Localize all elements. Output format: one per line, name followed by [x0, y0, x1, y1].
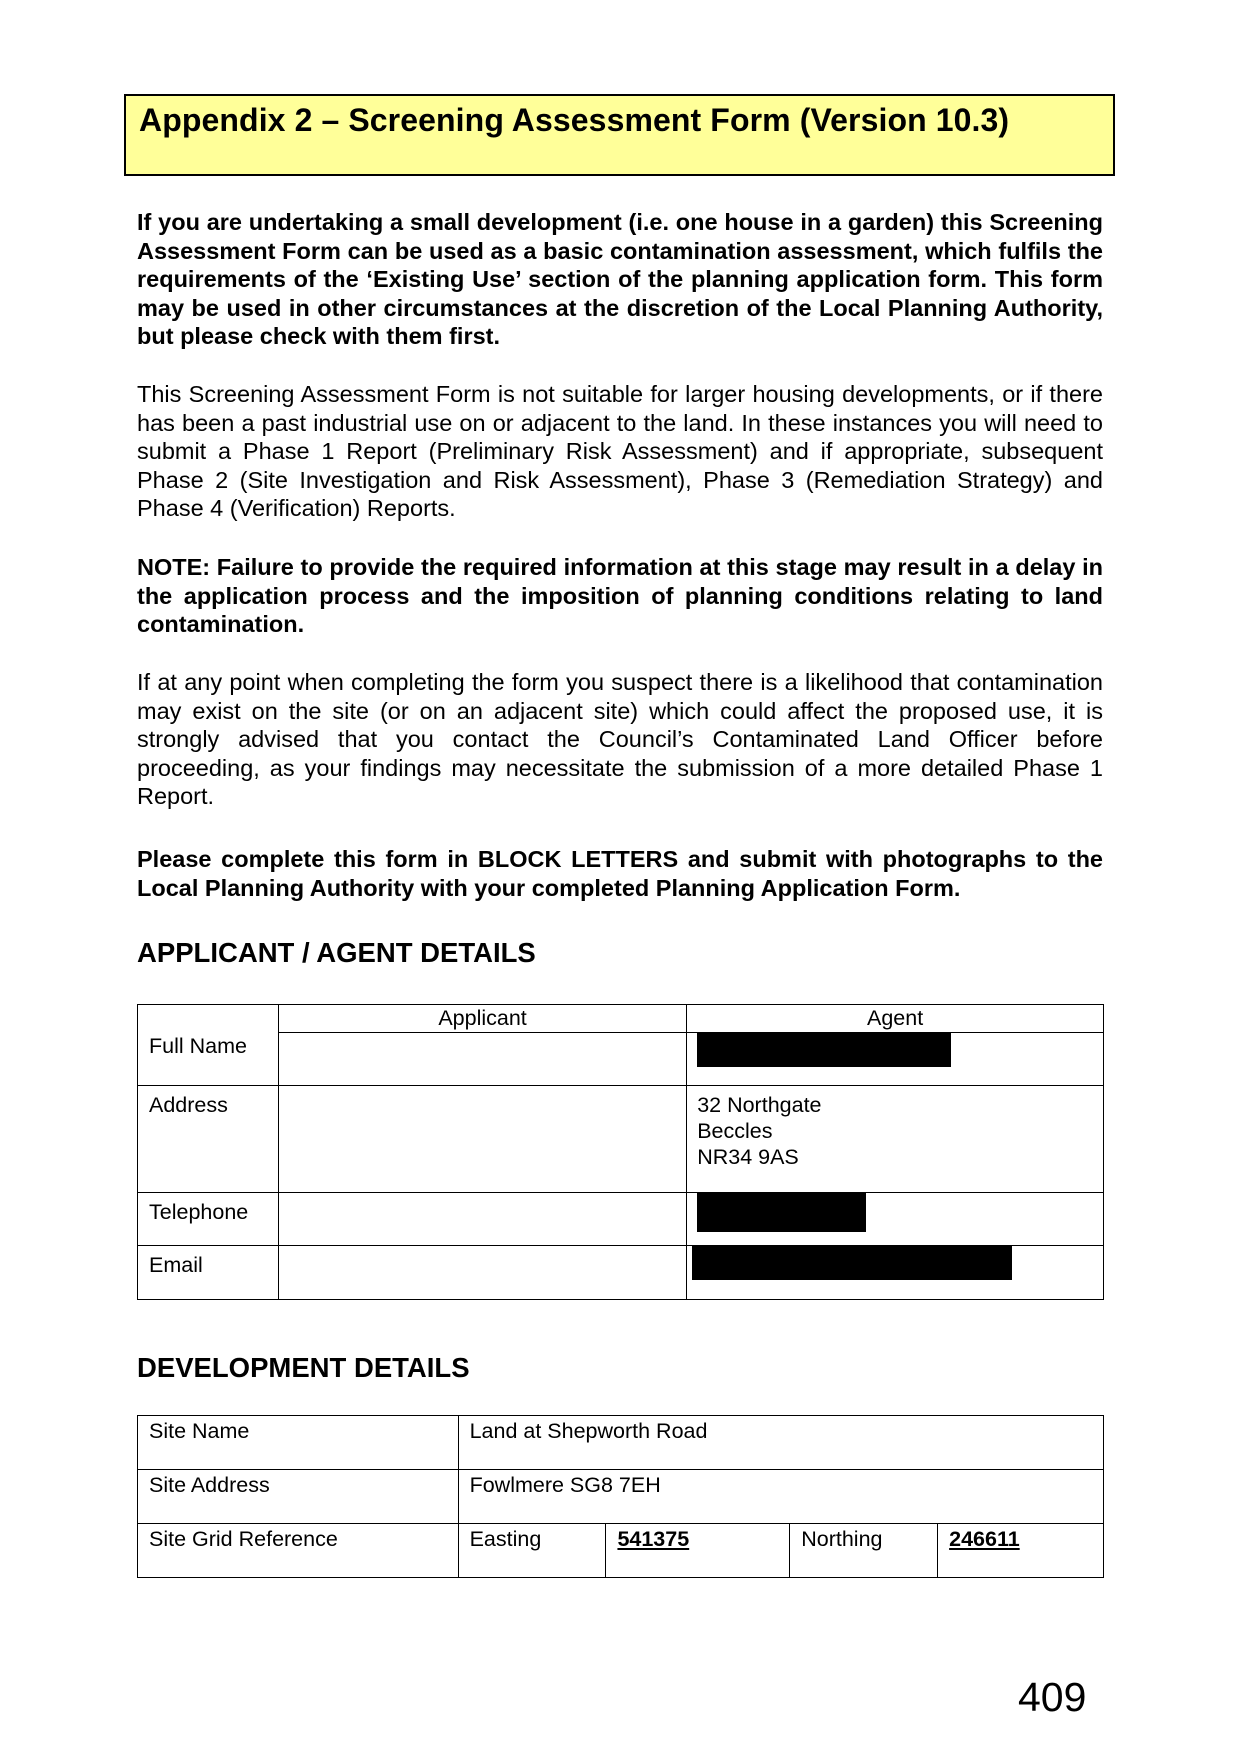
applicant-email-field[interactable] [278, 1246, 686, 1300]
site-address-label: Site Address [149, 1473, 270, 1497]
email-row [138, 1246, 1104, 1300]
agent-full-name-cell [687, 1033, 1104, 1086]
agent-address-cell [687, 1086, 1104, 1193]
suitability-paragraph: This Screening Assessment Form is not suitable for larger housing developments, or if there has been a past industrial use on or adjacent to the land. In these instances you will need to submit a Phase 1 Report (Preliminary Risk Assessment) and if appropriate, subsequent Phase 2 (Site Investigation and Risk Assessment), Phase 3 (Remediation Strategy) and Phase 4 (Verification) Reports. [137, 381, 1103, 522]
agent-column-header: Agent [867, 1006, 924, 1030]
agent-address-line-2: Beccles [697, 1119, 773, 1143]
agent-address-line-3: NR34 9AS [697, 1145, 799, 1169]
easting-value-cell [606, 1524, 790, 1578]
applicant-column-header: Applicant [438, 1006, 527, 1030]
site-name-label-cell [138, 1416, 459, 1470]
northing-value: 246611 [949, 1527, 1020, 1551]
northing-label: Northing [801, 1527, 883, 1551]
redaction-bar [697, 1193, 866, 1232]
advice-paragraph: If at any point when completing the form you suspect there is a likelihood that contamination may exist on the site (or on an adjacent site) which could affect the proposed use, it is strongly advised that you contact the Council’s Contaminated Land Officer before proceeding, as your findings may necessitate the submission of a more detailed Phase 1 Report. [137, 669, 1103, 810]
site-name-label: Site Name [149, 1419, 250, 1443]
title-box [124, 94, 1115, 176]
telephone-row [138, 1193, 1104, 1246]
grid-reference-label-cell [138, 1524, 459, 1578]
address-label-cell [138, 1086, 279, 1193]
easting-label: Easting [469, 1527, 542, 1551]
site-address-label-cell [138, 1470, 459, 1524]
agent-header-cell [687, 1005, 1104, 1033]
applicant-header-cell [278, 1005, 686, 1033]
intro-paragraph: If you are undertaking a small development (i.e. one house in a garden) this Screening Assessment Form can be used as a basic contamination assessment, which fulfils the requirements of the ‘Existing Use’ section of the planning application form. This form may be used in other circumstances at the discretion of the Local Planning Authority, but please check with them first. [137, 209, 1103, 350]
agent-email-cell [687, 1246, 1104, 1300]
applicant-agent-table [137, 1004, 1104, 1300]
site-address-row [138, 1470, 1104, 1524]
page-number: 409 [1018, 1674, 1087, 1720]
address-row [138, 1086, 1104, 1193]
grid-reference-label: Site Grid Reference [149, 1527, 338, 1551]
easting-label-cell [458, 1524, 606, 1578]
telephone-label-cell [138, 1193, 279, 1246]
site-name-cell [458, 1416, 1103, 1470]
applicant-full-name-field[interactable] [278, 1033, 686, 1086]
instructions-paragraph: Please complete this form in BLOCK LETTERS and submit with photographs to the Local Planning Authority with your completed Planning Application Form. [137, 846, 1103, 901]
table-header-row [138, 1005, 1104, 1033]
easting-value: 541375 [617, 1527, 690, 1551]
redaction-bar [692, 1246, 1012, 1280]
note-paragraph: NOTE: Failure to provide the required information at this stage may result in a delay in the application process and the imposition of planning conditions relating to land contamination. [137, 554, 1103, 638]
site-name-value: Land at Shepworth Road [469, 1419, 708, 1443]
telephone-label: Telephone [149, 1200, 249, 1224]
site-address-value: Fowlmere SG8 7EH [469, 1473, 661, 1497]
site-name-row [138, 1416, 1104, 1470]
applicant-section-heading: APPLICANT / AGENT DETAILS [137, 937, 536, 968]
applicant-telephone-field[interactable] [278, 1193, 686, 1246]
email-label-cell [138, 1246, 279, 1300]
address-label: Address [149, 1093, 228, 1117]
agent-telephone-cell [687, 1193, 1104, 1246]
development-section-heading: DEVELOPMENT DETAILS [137, 1352, 470, 1383]
agent-address-line-1: 32 Northgate [697, 1093, 822, 1117]
applicant-address-field[interactable] [278, 1086, 686, 1193]
full-name-row [138, 1033, 1104, 1086]
page-title: Appendix 2 – Screening Assessment Form (Version 10.3) [139, 102, 1010, 138]
full-name-label: Full Name [149, 1034, 247, 1058]
northing-value-cell [938, 1524, 1104, 1578]
northing-label-cell [790, 1524, 938, 1578]
development-details-table [137, 1415, 1104, 1578]
site-address-cell [458, 1470, 1103, 1524]
full-name-label-cell [138, 1005, 279, 1086]
redaction-bar [697, 1033, 951, 1067]
email-label: Email [149, 1253, 203, 1277]
grid-reference-row [138, 1524, 1104, 1578]
